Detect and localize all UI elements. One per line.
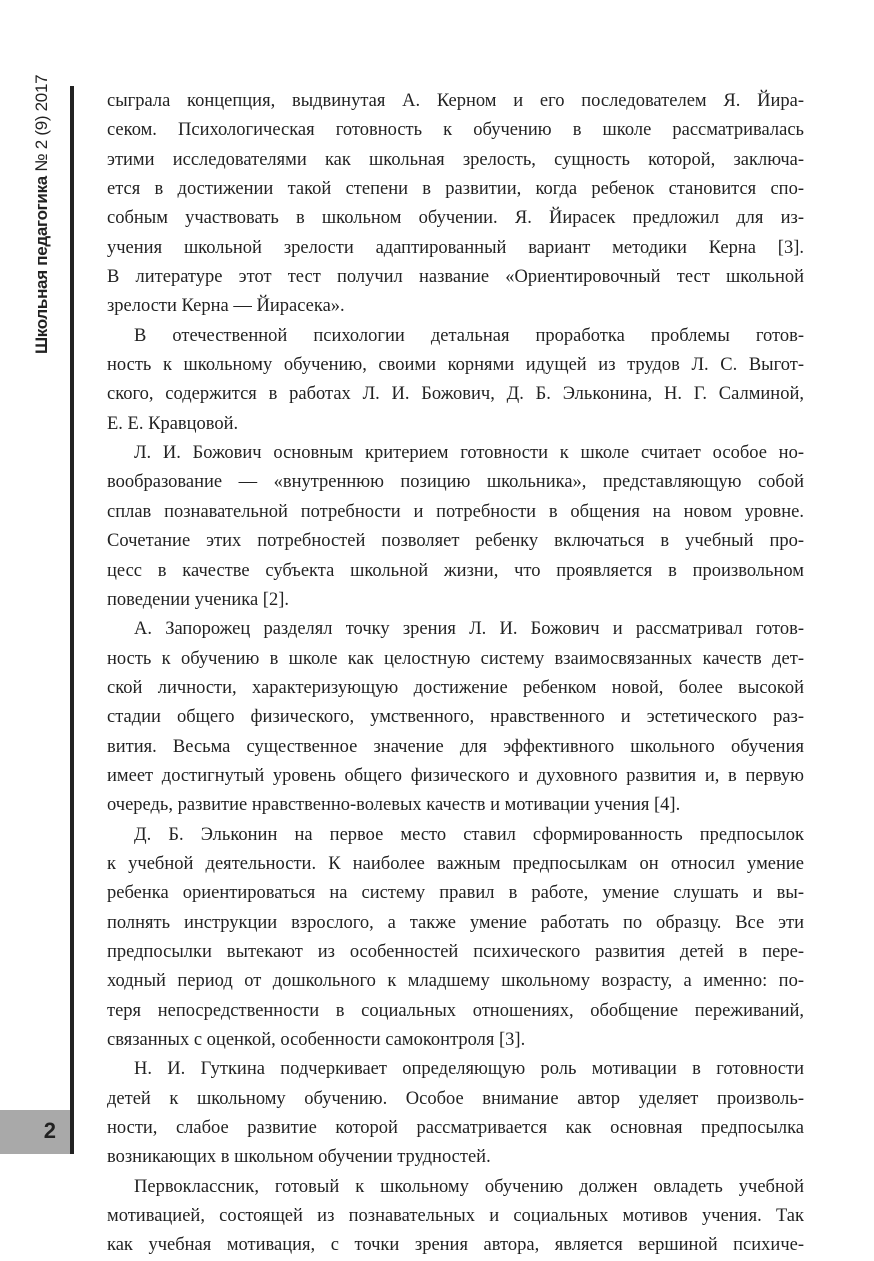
text-line: предпосылки вытекают из особенностей психического развития детей в пере-	[107, 941, 804, 962]
page-number-box	[0, 1110, 70, 1154]
journal-title: Школьная педагогика	[32, 176, 51, 354]
text-line: цесс в качестве субъекта школьной жизни, что проявляется в произвольном	[107, 560, 804, 581]
margin-rule	[70, 86, 74, 1154]
text-line: теря непосредственности в социальных отношениях, обобщение переживаний,	[107, 1000, 804, 1021]
text-line: возникающих в школьном обучении трудностей.	[107, 1147, 491, 1168]
text-line: связанных с оценкой, особенности самоконтроля [3].	[107, 1030, 526, 1050]
text-line: собным участвовать в школьном обучении. Я. Йирасек предложил для из-	[107, 208, 804, 229]
text-line: детей к школьному обучению. Особое внимание автор уделяет произволь-	[107, 1088, 804, 1109]
text-line: как учебная мотивация, с точки зрения автора, является вершиной психиче-	[107, 1235, 804, 1256]
text-line: вития. Весьма существенное значение для эффективного школьного обучения	[107, 736, 804, 757]
text-line: зрелости Керна — Йирасека».	[107, 296, 345, 317]
text-line: секом. Психологическая готовность к обучению в школе рассматривалась	[107, 120, 804, 141]
text-line: ность к школьному обучению, своими корнями идущей из трудов Л. С. Выгот-	[107, 355, 804, 376]
text-line: к учебной деятельности. К наиболее важным предпосылкам он относил умение	[107, 853, 804, 874]
text-line: учения школьной зрелости адаптированный вариант методики Керна [3].	[107, 237, 804, 258]
page-number: 2	[43, 1118, 56, 1143]
text-line: Е. Е. Кравцовой.	[107, 413, 239, 434]
text-line: этими исследователями как школьная зрелость, сущность которой, заключа-	[107, 149, 804, 170]
text-line: В отечественной психологии детальная проработка проблемы готов-	[134, 325, 804, 346]
text-line: полнять инструкции взрослого, а также умение работать по образцу. Все эти	[107, 912, 804, 933]
text-line: А. Запорожец разделял точку зрения Л. И. Божович и рассматривал готов-	[134, 619, 804, 640]
text-line: Первоклассник, готовый к школьному обучению должен овладеть учебной	[134, 1176, 804, 1197]
text-line: очередь, развитие нравственно-волевых качеств и мотивации учения [4].	[107, 795, 681, 816]
text-line: ребенка ориентироваться на систему правил в работе, умение слушать и вы-	[107, 883, 804, 904]
text-line: вообразование — «внутреннюю позицию школьника», представляющую собой	[107, 472, 804, 493]
text-line: ется в достижении такой степени в развитии, когда ребенок становится спо-	[107, 179, 804, 200]
text-line: В литературе этот тест получил название «Ориентировочный тест школьной	[107, 267, 804, 288]
text-line: Н. И. Гуткина подчеркивает определяющую роль мотивации в готовности	[134, 1059, 804, 1080]
text-line: мотивацией, состоящей из познавательных и социальных мотивов учения. Так	[107, 1206, 804, 1227]
text-line: Л. И. Божович основным критерием готовности к школе считает особое но-	[134, 443, 804, 464]
text-line: ность к обучению в школе как целостную систему взаимосвязанных качеств дет-	[107, 648, 804, 669]
text-line: Сочетание этих потребностей позволяет ребенку включаться в учебный про-	[107, 531, 804, 552]
text-line: поведении ученика [2].	[107, 589, 290, 610]
body-text	[107, 87, 804, 1261]
text-line: сыграла концепция, выдвинутая А. Керном и его последователем Я. Йира-	[107, 91, 804, 111]
issue-number: № 2 (9) 2017	[32, 74, 51, 172]
text-line: ского, содержится в работах Л. И. Божович, Д. Б. Эльконина, Н. Г. Салминой,	[107, 384, 804, 405]
text-line: стадии общего физического, умственного, нравственного и эстетического раз-	[107, 707, 804, 728]
text-line: ходный период от дошкольного к младшему школьному возрасту, а именно: по-	[107, 971, 804, 992]
text-line: сплав познавательной потребности и потребности в общения на новом уровне.	[107, 501, 804, 522]
running-head	[32, 75, 52, 354]
text-line: имеет достигнутый уровень общего физического и духовного развития и, в первую	[107, 765, 804, 786]
text-line: ности, слабое развитие которой рассматривается как основная предпосылка	[107, 1118, 804, 1139]
text-line: ской личности, характеризующую достижение ребенком новой, более высокой	[107, 677, 804, 698]
text-line: Д. Б. Эльконин на первое место ставил сформированность предпосылок	[134, 824, 804, 845]
